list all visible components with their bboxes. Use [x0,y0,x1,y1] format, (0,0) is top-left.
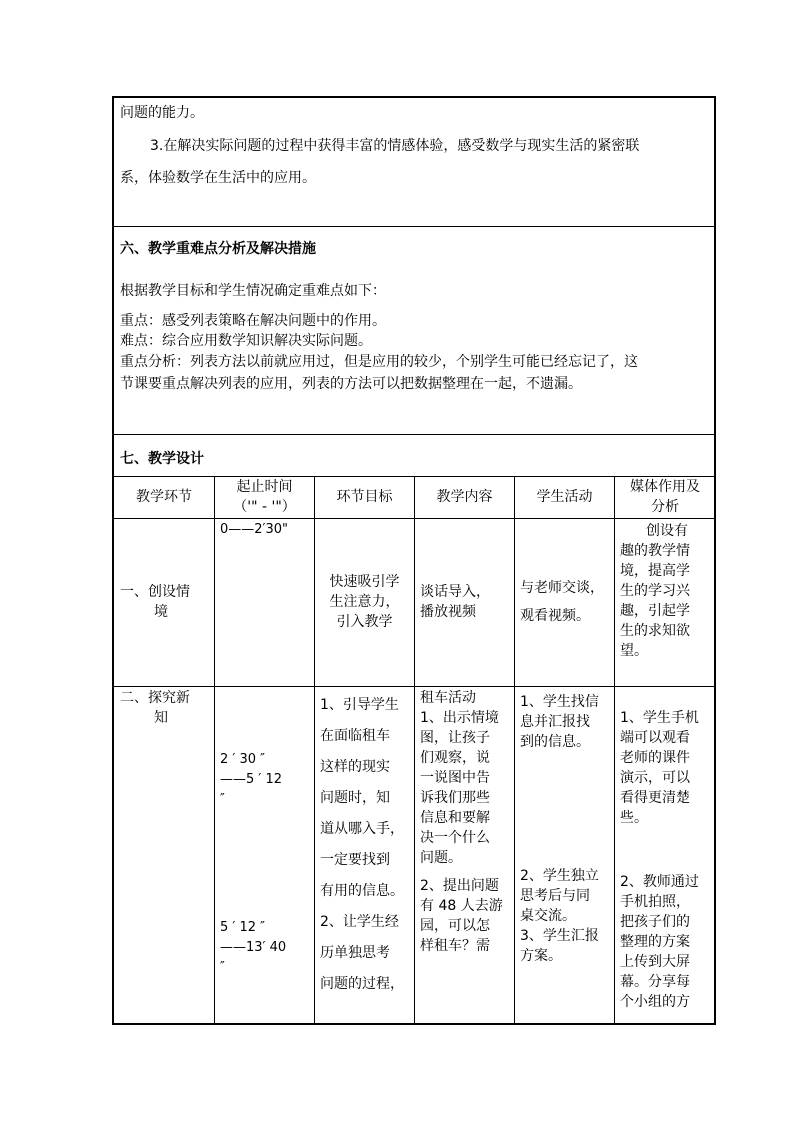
analysis-line2: 节课要重点解决列表的应用，列表的方法可以把数据整理在一起，不遗漏。 [120,376,582,392]
row2-content-line: 样租车？需 [420,938,490,954]
column-divider [214,476,215,1024]
row2-stage-line1: 二、探究新 [120,690,190,706]
row2-goal-line: 1、引导学生 [320,697,399,713]
section-divider [113,226,715,227]
row1-stage-line1: 一、创设情 [120,584,190,600]
header-media-line1: 媒体作用及 [630,479,700,495]
row2-activity-line: 方案。 [520,948,562,964]
row2-activity-line: 息并汇报找 [520,714,590,730]
row2-goal-line: 在面临租车 [320,728,390,744]
row2-media-line: 个小组的方 [620,994,690,1010]
key-point: 重点：感受列表策略在解决问题中的作用。 [120,313,386,329]
row2-time1 [220,750,282,810]
row1-media-line: 趣的教学情 [620,543,690,559]
row2-activity-line: 到的信息。 [520,734,590,750]
row1-goal-line1: 快速吸引学 [329,574,400,590]
row2-time2-line: ″ [220,960,225,975]
row2-time2-line: ——13′ 40 [220,940,287,955]
column-divider [614,476,615,1024]
row1-activity [520,574,604,630]
row2-media-line: 把孩子们的 [620,914,690,930]
row2-content-line: 租车活动 [420,690,476,706]
row2-goal-line: 问题的过程， [320,976,404,992]
row1-media-line: 望。 [620,643,648,659]
row1-stage-line2: 境 [154,604,168,620]
row2-goal-line: 这样的现实 [320,759,390,775]
row2-activity-line: 思考后与同 [520,888,590,904]
row2-content-line: 们观察，说 [420,750,490,766]
row2-stage-line2: 知 [154,710,168,726]
row2-goal-line: 历单独思考 [320,945,390,961]
row2-goal-line: 道从哪入手， [320,821,404,837]
row2-media-line: 幕。分享每 [620,974,690,990]
header-time-line1: 起止时间 [236,479,293,495]
row1-time: 0——2′30" [220,522,289,537]
row2-content-line: 诉我们那些 [420,790,490,806]
row2-time2-line: 5 ′ 12 ″ [220,920,266,935]
row2-content [420,688,512,956]
row1-content-line2: 播放视频 [420,604,476,620]
header-time [215,477,314,517]
row2-time1-line: ——5 ′ 12 [220,772,283,787]
row2-media-line: 手机拍照， [620,894,690,910]
section6-intro: 根据教学目标和学生情况确定重难点如下： [120,283,386,299]
header-stage: 教学环节 [136,489,192,505]
row2-content-line: 园，可以怎 [420,918,490,934]
row2-content-line: 1、出示情境 [420,710,499,726]
row2-goal-line: 一定要找到 [320,852,390,868]
row2-content-line: 有 48 人去游 [420,898,503,914]
row1-goal-line3: 引入教学 [336,614,393,630]
row2-activity-line: 2、学生独立 [520,868,599,884]
row2-goal [320,690,412,1000]
row1-goal-line2: 生注意力， [329,594,400,610]
row2-content-line: 2、提出问题 [420,878,499,894]
row1-media [620,521,712,661]
row1-media-line: 生的学习兴 [620,583,690,599]
row2-media-line: 老师的课件 [620,750,690,766]
row2-media-line: 演示，可以 [620,770,690,786]
column-divider [514,476,515,1024]
header-activity: 学生活动 [536,489,593,505]
analysis-line1: 重点分析：列表方法以前就应用过，但是应用的较少，个别学生可能已经忘记了，这 [120,354,638,370]
row2-media-line: 上传到大屏 [620,954,690,970]
row2-goal-line: 问题时，知 [320,790,390,806]
row2-goal-line: 2、让学生经 [320,914,399,930]
row1-media-line: 境，提高学 [620,563,690,579]
row1-media-line: 生的求知欲 [620,623,690,639]
row1-media-line: 趣，引起学 [620,603,690,619]
row2-content-line: 问题。 [420,850,462,866]
row2-time1-line: 2 ′ 30 ″ [220,752,266,767]
row2-stage [120,688,190,728]
header-time-line2: （'" - '"） [233,499,296,515]
row2-media-line: 些。 [620,810,648,826]
row2-activity [520,692,612,966]
row2-content-line: 一说图中告 [420,770,490,786]
section-divider [113,434,715,435]
row2-activity-line: 1、学生找信 [520,694,599,710]
row2-media-line: 整理的方案 [620,934,690,950]
header-goal: 环节目标 [336,489,393,505]
row2-media [620,708,712,1012]
row2-time2 [220,918,286,978]
section6-title: 六、教学重难点分析及解决措施 [120,241,316,257]
section5-line-tail: 问题的能力。 [120,105,204,121]
section5-item3-line1: 3.在解决实际问题的过程中获得丰富的情感体验，感受数学与现实生活的紧密联 [150,138,640,154]
column-divider [414,476,415,1024]
row2-content-line: 图，让孩子 [420,730,490,746]
row2-time1-line: ″ [220,792,225,807]
column-divider [314,476,315,1024]
row2-media-line: 1、学生手机 [620,710,699,726]
row1-goal [315,572,414,632]
header-content: 教学内容 [436,489,493,505]
row2-content-line: 决一个什么 [420,830,490,846]
row1-activity-line1: 与老师交谈， [520,580,604,596]
row1-media-line: 创设有 [646,523,688,539]
row1-content-line1: 谈话导入， [420,584,490,600]
row2-goal-line: 有用的信息。 [320,883,404,899]
row1-content [420,582,490,622]
row2-media-line: 2、教师通过 [620,874,699,890]
section5-item3-line2: 系，体验数学在生活中的应用。 [120,170,316,186]
row1-stage [120,582,190,622]
header-media [615,477,715,517]
row2-media-line: 看得更清楚 [620,790,690,806]
row1-activity-line2: 观看视频。 [520,608,590,624]
row2-activity-line: 3、学生汇报 [520,928,599,944]
row2-media-line: 端可以观看 [620,730,690,746]
section7-title: 七、教学设计 [120,451,204,467]
header-media-line2: 分析 [651,499,679,515]
difficult-point: 难点：综合应用数学知识解决实际问题。 [120,333,372,349]
row2-content-line: 信息和要解 [420,810,490,826]
row2-activity-line: 桌交流。 [520,908,576,924]
